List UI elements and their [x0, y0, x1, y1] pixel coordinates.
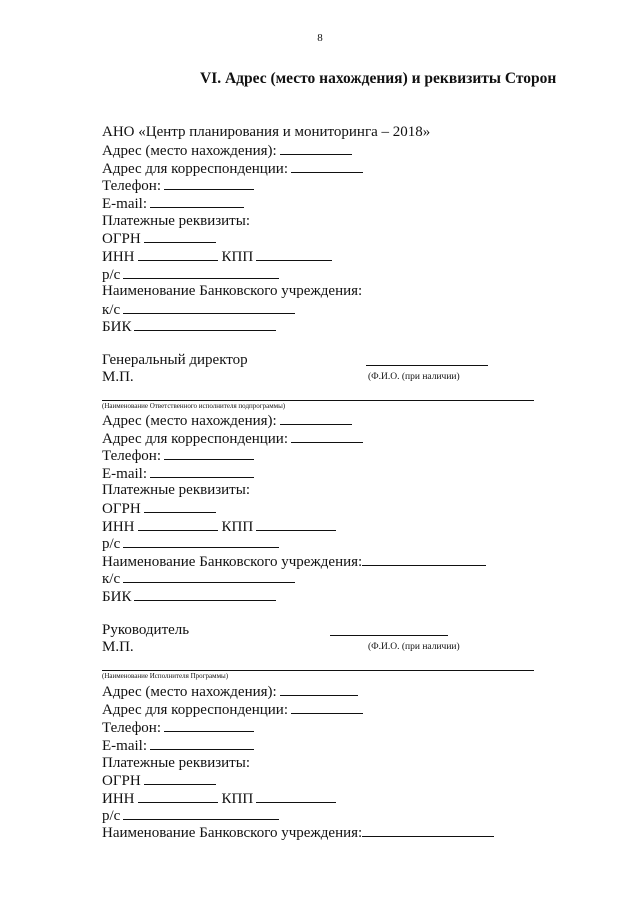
party2-ks-row — [102, 569, 295, 588]
party1-mp: М.П. — [102, 369, 134, 385]
party2-kpp-label: КПП — [221, 519, 254, 535]
party2-ogrn-field[interactable] — [144, 499, 216, 513]
party2-correspondence-label: Адрес для корреспонденции: — [102, 431, 289, 447]
party2-bik-label: БИК — [102, 589, 132, 605]
party3-kpp-label: КПП — [221, 791, 254, 807]
party1-bik-field[interactable] — [134, 317, 276, 331]
party1-address-field[interactable] — [280, 141, 352, 155]
party2-phone-field[interactable] — [164, 446, 254, 460]
party3-phone-field[interactable] — [164, 718, 254, 732]
party3-address-label: Адрес (место нахождения): — [102, 684, 277, 700]
party3-ogrn-row — [102, 771, 216, 790]
party3-ogrn-field[interactable] — [144, 771, 216, 785]
party2-signature-line[interactable] — [330, 635, 448, 636]
party3-rs-label: р/с — [102, 808, 121, 824]
party3-inn-field[interactable] — [138, 789, 218, 803]
party1-name: АНО «Центр планирования и мониторинга – 2018» — [102, 124, 431, 140]
party1-address-label: Адрес (место нахождения): — [102, 143, 277, 159]
party3-ogrn-label: ОГРН — [102, 773, 141, 789]
party2-ks-field[interactable] — [123, 569, 295, 583]
party1-rs-label: р/с — [102, 267, 121, 283]
party3-bank-label: Наименование Банковского учреждения: — [102, 825, 363, 841]
party1-fio-caption: (Ф.И.О. (при наличии) — [368, 372, 460, 382]
party1-kpp-field[interactable] — [256, 247, 332, 261]
party1-bik-row — [102, 317, 276, 336]
party2-address-field[interactable] — [280, 411, 352, 425]
party1-phone-field[interactable] — [164, 176, 254, 190]
party1-ogrn-row — [102, 229, 216, 248]
party2-ks-label: к/с — [102, 571, 121, 587]
party2-caption: (Наименование Ответственного исполнителя подпрограммы) — [102, 402, 286, 410]
party1-phone-label: Телефон: — [102, 178, 161, 194]
party2-email-label: E-mail: — [102, 466, 147, 482]
party1-rs-field[interactable] — [123, 265, 279, 279]
party3-correspondence-field[interactable] — [291, 700, 363, 714]
party3-email-row — [102, 736, 254, 755]
party1-correspondence-label: Адрес для корреспонденции: — [102, 161, 289, 177]
party2-inn-label: ИНН — [102, 519, 135, 535]
party2-address-label: Адрес (место нахождения): — [102, 413, 277, 429]
party1-bik-label: БИК — [102, 319, 132, 335]
party1-payment-label: Платежные реквизиты: — [102, 213, 250, 229]
party3-address-field[interactable] — [280, 682, 358, 696]
party1-inn-field[interactable] — [138, 247, 218, 261]
party2-kpp-field[interactable] — [256, 517, 336, 531]
party2-payment-label: Платежные реквизиты: — [102, 482, 250, 498]
party1-ogrn-field[interactable] — [144, 229, 216, 243]
party3-phone-label: Телефон: — [102, 720, 161, 736]
party2-bank-field[interactable] — [362, 552, 486, 566]
party3-rs-field[interactable] — [123, 806, 279, 820]
party2-fio-caption: (Ф.И.О. (при наличии) — [368, 642, 460, 652]
party1-address-row — [102, 141, 352, 160]
party1-email-field[interactable] — [150, 194, 244, 208]
party1-email-label: E-mail: — [102, 196, 147, 212]
party1-bank-label: Наименование Банковского учреждения: — [102, 283, 363, 299]
party3-email-label: E-mail: — [102, 738, 147, 754]
party1-ogrn-label: ОГРН — [102, 231, 141, 247]
party1-signature-line[interactable] — [366, 365, 488, 366]
party1-ks-label: к/с — [102, 302, 121, 318]
section-title: VI. Адрес (место нахождения) и реквизиты Сторон — [200, 70, 557, 87]
party2-email-field[interactable] — [150, 464, 254, 478]
party3-address-row — [102, 682, 358, 701]
party2-phone-row — [102, 446, 254, 465]
party2-address-row — [102, 411, 352, 430]
party2-rs-row — [102, 534, 279, 553]
party2-rs-label: р/с — [102, 536, 121, 552]
party2-ogrn-row — [102, 499, 216, 518]
party2-bik-field[interactable] — [134, 587, 276, 601]
page-number: 8 — [317, 32, 323, 44]
party1-ks-field[interactable] — [123, 300, 295, 314]
party3-correspondence-row — [102, 700, 363, 719]
party3-kpp-field[interactable] — [256, 789, 336, 803]
party1-kpp-label: КПП — [221, 249, 254, 265]
party2-bik-row — [102, 587, 276, 606]
party3-correspondence-label: Адрес для корреспонденции: — [102, 702, 289, 718]
party3-inn-label: ИНН — [102, 791, 135, 807]
party2-name-line[interactable] — [102, 400, 534, 401]
party1-inn-row — [102, 247, 332, 266]
party1-email-row — [102, 194, 244, 213]
party2-signer: Руководитель — [102, 622, 190, 638]
party3-phone-row — [102, 718, 254, 737]
party3-caption: (Наименование Исполнителя Программы) — [102, 672, 229, 680]
party2-rs-field[interactable] — [123, 534, 279, 548]
party3-bank-row — [102, 823, 494, 842]
party2-inn-field[interactable] — [138, 517, 218, 531]
party3-name-line[interactable] — [102, 670, 534, 671]
party3-payment-label: Платежные реквизиты: — [102, 755, 250, 771]
party2-phone-label: Телефон: — [102, 448, 161, 464]
party3-email-field[interactable] — [150, 736, 254, 750]
party2-bank-label: Наименование Банковского учреждения: — [102, 554, 363, 570]
party2-correspondence-field[interactable] — [291, 429, 363, 443]
party2-mp: М.П. — [102, 639, 134, 655]
party1-signer: Генеральный директор — [102, 352, 248, 368]
party1-inn-label: ИНН — [102, 249, 135, 265]
party3-bank-field[interactable] — [362, 823, 494, 837]
party1-phone-row — [102, 176, 254, 195]
party2-ogrn-label: ОГРН — [102, 501, 141, 517]
party1-correspondence-field[interactable] — [291, 159, 363, 173]
